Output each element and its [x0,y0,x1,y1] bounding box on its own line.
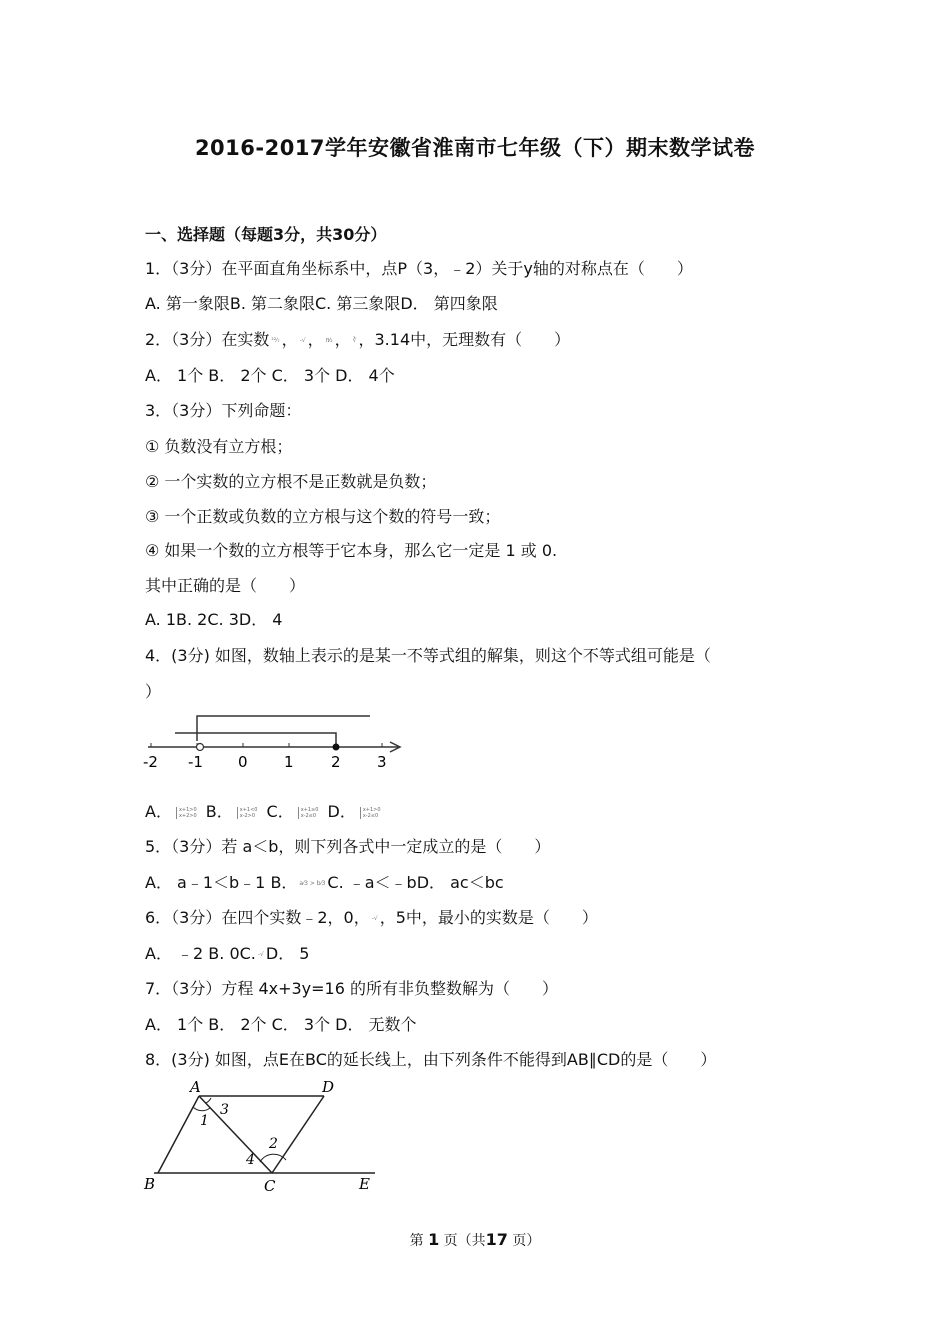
question-2-text: 2．（3分）在实数 ²²⁄₇ ， -√ ， π⁄₂ ， ∛ ，3.14中，无理数有（ ） [145,330,571,349]
option-d-label: D． [327,802,356,821]
question-4-text-cont: ） [145,682,162,701]
question-4-options [145,802,385,822]
option-b-system: x+1<0 x-2>0 [237,807,258,819]
option-a-label: A． [145,802,172,821]
closed-point [333,744,340,751]
question-6-options-ab: A． ﹣2 B. 0C. [145,944,256,963]
question-4-text: 4．(3分) 如图，数轴上表示的是某一不等式组的解集，则这个不等式组可能是（ [145,646,711,665]
tick-label: -2 [143,753,158,770]
footer-total-pages: 17 [485,1230,508,1249]
option-c-label: C． [266,802,294,821]
segment-cd [272,1096,324,1173]
question-5-option-rest: C. ﹣a＜﹣bD． ac＜bc [327,873,504,892]
open-point [197,744,204,751]
solution-bracket-upper [197,716,370,741]
fraction-22-7: ²²⁄₇ [271,336,280,344]
tick-label: 2 [331,753,341,770]
number-line-figure [140,708,410,770]
question-6-text [145,908,598,929]
tick-label: -1 [188,753,203,770]
label-e: E [359,1175,370,1193]
question-8-text: 8．(3分) 如图，点E在BC的延长线上，由下列条件不能得到AB∥CD的是（ ） [145,1050,717,1069]
neg-sqrt: -√ [257,950,264,958]
statement-4: ④ 如果一个数的立方根等于它本身，那么它一定是 1 或 0. [145,541,558,560]
question-2-options: A． 1个 B． 2个 C． 3个 D． 4个 [145,366,395,385]
question-1-options: A. 第一象限B. 第二象限C. 第三象限D． 第四象限 [145,294,498,313]
page-title: 2016-2017学年安徽省淮南市七年级（下）期末数学试卷 [194,136,756,160]
angle-label-3: 3 [220,1102,229,1118]
question-6-option-d: D． 5 [265,944,310,963]
angle-label-1: 1 [200,1113,209,1129]
question-3-options: A. 1B. 2C. 3D． 4 [145,610,283,629]
label-b: B [144,1175,156,1193]
question-3-text: 3．（3分）下列命题： [145,401,302,420]
section-heading: 一、选择题（每题3分，共30分） [145,225,387,244]
cube-root: ∛ [352,336,357,344]
page-footer [0,1230,950,1250]
question-5-options [145,873,504,894]
question-5-text: 5．（3分）若 a＜b，则下列各式中一定成立的是（ ） [145,837,551,856]
question-3-ask: 其中正确的是（ ） [145,576,306,595]
label-d: D [322,1078,335,1096]
segment-ac [199,1096,272,1173]
parallelogram-figure [140,1076,385,1196]
footer-page-number: 1 [428,1230,440,1249]
neg-sqrt: -√ [299,336,306,344]
angle-arc-a-lower [193,1107,210,1111]
angle-label-4: 4 [246,1152,255,1168]
question-7-options: A． 1个 B． 2个 C． 3个 D． 无数个 [145,1015,417,1034]
question-6-suffix: ，5中，最小的实数是（ ） [379,908,598,927]
label-a: A [190,1078,201,1096]
segment-ab [158,1096,199,1173]
option-b-label: B． [205,802,233,821]
question-5-option-a: A． a﹣1＜b﹣1 B． [145,873,298,892]
fraction-compare: a⁄3 > b⁄3 [299,879,326,887]
footer-pre: 第 [409,1233,424,1249]
footer-mid: 页（共 [443,1233,486,1249]
option-d-system: x+1>0 x-2≤0 [360,807,381,819]
question-7-text: 7．（3分）方程 4x+3y=16 的所有非负整数解为（ ） [145,979,559,998]
question-6-options [145,944,309,965]
footer-post: 页） [512,1233,541,1249]
question-2-suffix: ，3.14中，无理数有（ ） [358,330,571,349]
option-c-system: x+1≥0 x-2≤0 [298,807,319,819]
angle-label-2: 2 [269,1136,278,1152]
statement-3: ③ 一个正数或负数的立方根与这个数的符号一致； [145,507,501,526]
neg-sqrt: -√ [371,914,378,922]
statement-2: ② 一个实数的立方根不是正数就是负数； [145,472,437,491]
tick-label: 0 [238,753,248,770]
fraction-pi-2: π⁄₂ [325,336,333,344]
question-1-text: 1．（3分）在平面直角坐标系中，点P（3，﹣2）关于y轴的对称点在（ ） [145,259,693,278]
label-c: C [264,1177,276,1195]
statement-1: ① 负数没有立方根； [145,437,293,456]
tick-label: 3 [377,753,387,770]
angle-arc-a [206,1098,211,1103]
question-6-prefix: 6．（3分）在四个实数﹣2，0， [145,908,370,927]
tick-label: 1 [284,753,294,770]
question-2-prefix: 2．（3分）在实数 [145,330,270,349]
option-a-system: x+1>0 x+2>0 [176,807,197,819]
